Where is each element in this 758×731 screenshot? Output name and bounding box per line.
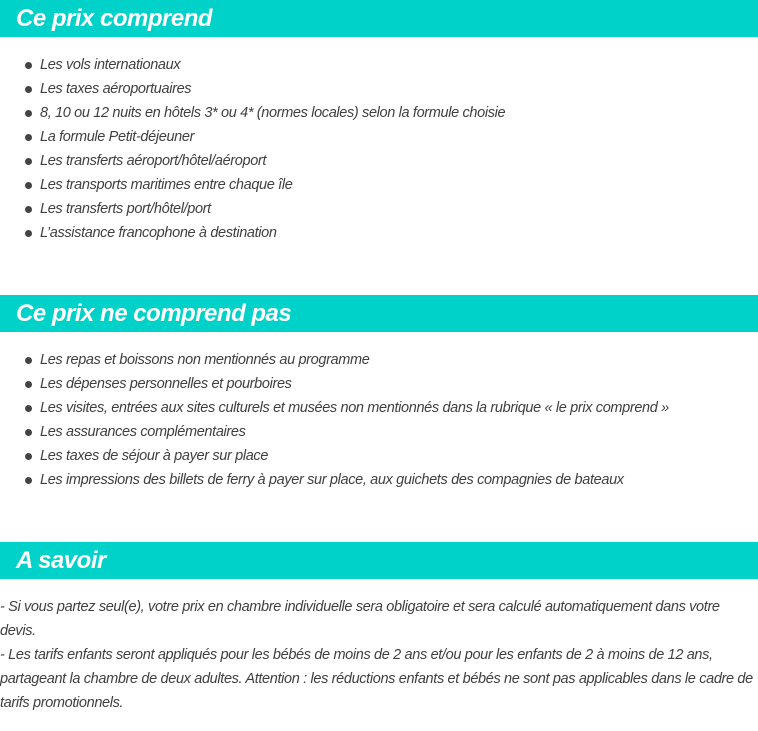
bullet-icon (25, 453, 32, 460)
bullet-icon (25, 230, 32, 237)
list-item-text: Les repas et boissons non mentionnés au programme (40, 352, 370, 368)
list-item (0, 149, 505, 173)
bullet-icon (25, 134, 32, 141)
bullet-icon (25, 206, 32, 213)
list-item (0, 101, 505, 125)
note-paragraph: - Si vous partez seul(e), votre prix en chambre individuelle sera obligatoire et sera calculé automatiquement dans votre devis. (0, 599, 720, 639)
list-item (0, 125, 505, 149)
excluded-list (0, 348, 669, 492)
bullet-icon (25, 381, 32, 388)
included-section-title: Ce prix comprend (16, 5, 213, 32)
notes-body (0, 595, 756, 715)
list-item-text: Les impressions des billets de ferry à payer sur place, aux guichets des compagnies de bateaux (40, 472, 624, 488)
list-item-text: Les taxes de séjour à payer sur place (40, 448, 269, 464)
list-item (0, 77, 505, 101)
list-item (0, 197, 505, 221)
excluded-section-title: Ce prix ne comprend pas (16, 300, 292, 327)
list-item (0, 468, 669, 492)
list-item (0, 221, 505, 245)
included-section-header (0, 0, 758, 37)
bullet-icon (25, 405, 32, 412)
bullet-icon (25, 110, 32, 117)
list-item (0, 53, 505, 77)
list-item (0, 396, 669, 420)
list-item (0, 444, 669, 468)
bullet-icon (25, 182, 32, 189)
bullet-icon (25, 477, 32, 484)
list-item-text: 8, 10 ou 12 nuits en hôtels 3* ou 4* (normes locales) selon la formule choisie (40, 105, 506, 121)
list-item-text: Les transferts port/hôtel/port (40, 201, 211, 217)
list-item-text: Les assurances complémentaires (40, 424, 246, 440)
list-item (0, 173, 505, 197)
notes-section-title: A savoir (16, 547, 106, 574)
bullet-icon (25, 158, 32, 165)
list-item-text: Les dépenses personnelles et pourboires (40, 376, 292, 392)
excluded-section-header (0, 295, 758, 332)
list-item-text: Les visites, entrées aux sites culturels et musées non mentionnés dans la rubrique « le prix comprend » (40, 400, 669, 416)
bullet-icon (25, 62, 32, 69)
included-list (0, 53, 505, 245)
note-paragraph: - Les tarifs enfants seront appliqués pour les bébés de moins de 2 ans et/ou pour les enfants de 2 à moins de 12 ans, partageant la chambre de deux adultes. Attention : les réductions enfants et bébés ne sont pas applicables dans le cadre de tarifs promotionnels. (0, 647, 753, 711)
list-item (0, 348, 669, 372)
bullet-icon (25, 357, 32, 364)
list-item-text: Les transports maritimes entre chaque île (40, 177, 293, 193)
notes-section-header (0, 542, 758, 579)
bullet-icon (25, 429, 32, 436)
list-item-text: Les vols internationaux (40, 57, 181, 73)
list-item-text: La formule Petit-déjeuner (40, 129, 195, 145)
list-item (0, 420, 669, 444)
list-item-text: Les transferts aéroport/hôtel/aéroport (40, 153, 267, 169)
list-item (0, 372, 669, 396)
list-item-text: Les taxes aéroportuaires (40, 81, 192, 97)
bullet-icon (25, 86, 32, 93)
list-item-text: L’assistance francophone à destination (40, 225, 277, 241)
